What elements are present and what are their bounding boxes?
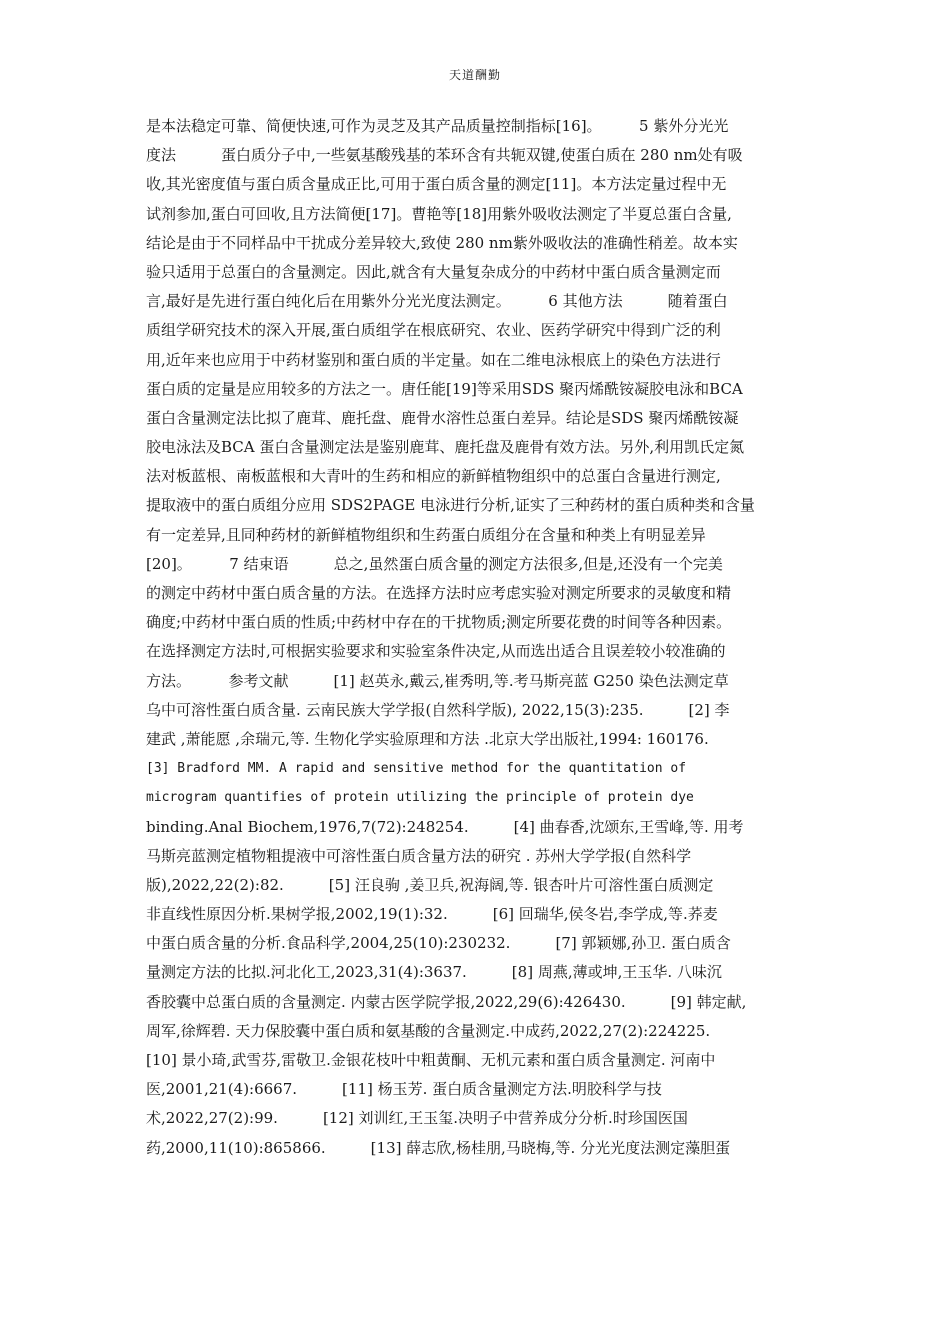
- text-line: 言,最好是先进行蛋白纯化后在用紫外分光光度法测定。 6 其他方法 随着蛋白: [146, 292, 728, 311]
- text-line: 非直线性原因分析.果树学报,2002,19(1):32. [6] 回瑞华,侯冬岩,李学成,等.荞麦: [146, 905, 718, 924]
- text-line: 蛋白含量测定法比拟了鹿茸、鹿托盘、鹿骨水溶性总蛋白差异。结论是SDS 聚丙烯酰铵凝: [146, 408, 739, 427]
- text-line: 周军,徐辉碧. 天力保胶囊中蛋白质和氨基酸的含量测定.中成药,2022,27(2):224225.: [146, 1021, 711, 1040]
- text-line: 验只适用于总蛋白的含量测定。因此,就含有大量复杂成分的中药材中蛋白质含量测定而: [146, 262, 721, 281]
- text-line: 试剂参加,蛋白可回收,且方法简便[17]。曹艳等[18]用紫外吸收法测定了半夏总蛋白含量,: [146, 204, 732, 223]
- text-line: 药,2000,11(10):865866. [13] 薛志欣,杨桂朋,马晓梅,等. 分光光度法测定藻胆蛋: [146, 1138, 731, 1157]
- text-line: [10] 景小琦,武雪芬,雷敬卫.金银花枝叶中粗黄酮、无机元素和蛋白质含量测定. 河南中: [146, 1051, 716, 1069]
- text-line: 在选择测定方法时,可根据实验要求和实验室条件决定,从而选出适合且误差较小较准确的: [146, 642, 726, 661]
- text-line: 量测定方法的比拟.河北化工,2023,31(4):3637. [8] 周燕,薄或坤,王玉华. 八味沉: [146, 963, 722, 982]
- text-line: [3] Bradford MM. A rapid and sensitive method for the quantitation of: [146, 761, 687, 777]
- text-line: 香胶囊中总蛋白质的含量测定. 内蒙古医学院学报,2022,29(6):426430. [9] 韩定献,: [146, 992, 747, 1011]
- text-line: 用,近年来也应用于中药材鉴别和蛋白质的半定量。如在二维电泳根底上的染色方法进行: [146, 350, 721, 369]
- text-line: 是本法稳定可靠、简便快速,可作为灵芝及其产品质量控制指标[16]。 5 紫外分光光: [146, 117, 729, 135]
- text-line: 有一定差异,且同种药材的新鲜植物组织和生药蛋白质组分在含量和种类上有明显差异: [146, 525, 706, 544]
- text-line: 马斯亮蓝测定植物粗提液中可溶性蛋白质含量方法的研究 . 苏州大学学报(自然科学: [146, 846, 692, 865]
- text-line: 建武 ,萧能愿 ,余瑞元,等. 生物化学实验原理和方法 .北京大学出版社,1994: 160176.: [146, 729, 709, 748]
- body-text: [146, 112, 806, 1163]
- text-line: 质组学研究技术的深入开展,蛋白质组学在根底研究、农业、医药学研究中得到广泛的利: [146, 321, 721, 340]
- text-line: 乌中可溶性蛋白质含量. 云南民族大学学报(自然科学版), 2022,15(3):235. [2] 李: [146, 700, 730, 719]
- text-line: 方法。 参考文献 [1] 赵英永,戴云,崔秀明,等.考马斯亮蓝 G250 染色法测定草: [146, 671, 729, 690]
- text-line: 医,2001,21(4):6667. [11] 杨玉芳. 蛋白质含量测定方法.明胶科学与技: [146, 1080, 662, 1099]
- text-line: 确度;中药材中蛋白质的性质;中药材中存在的干扰物质;测定所要花费的时间等各种因素。: [146, 613, 732, 632]
- text-line: 法对板蓝根、南板蓝根和大青叶的生药和相应的新鲜植物组织中的总蛋白含量进行测定,: [146, 467, 721, 486]
- text-line: 中蛋白质含量的分析.食品科学,2004,25(10):230232. [7] 郭颖娜,孙卫. 蛋白质含: [146, 934, 731, 953]
- text-line: [20]。 7 结束语 总之,虽然蛋白质含量的测定方法很多,但是,还没有一个完美: [146, 554, 723, 573]
- text-line: 度法 蛋白质分子中,一些氨基酸残基的苯环含有共轭双键,使蛋白质在 280 nm处有吸: [146, 146, 743, 165]
- text-line: 术,2022,27(2):99. [12] 刘训红,王玉玺.决明子中营养成分分析.时珍国医国: [146, 1109, 688, 1128]
- text-line: microgram quantifies of protein utilizing the principle of protein dye: [146, 790, 694, 806]
- text-line: 胶电泳法及BCA 蛋白含量测定法是鉴别鹿茸、鹿托盘及鹿骨有效方法。另外,利用凯氏定氮: [146, 438, 745, 457]
- text-line: 提取液中的蛋白质组分应用 SDS2PAGE 电泳进行分析,证实了三种药材的蛋白质种类和含量: [146, 496, 755, 515]
- text-line: 版),2022,22(2):82. [5] 汪良驹 ,姜卫兵,祝海阔,等. 银杏叶片可溶性蛋白质测定: [146, 875, 714, 894]
- page-header: 天道酬勤: [448, 68, 501, 82]
- text-line: binding.Anal Biochem,1976,7(72):248254. [4] 曲春香,沈颂东,王雪峰,等. 用考: [146, 817, 744, 836]
- text-line: 结论是由于不同样品中干扰成分差异较大,致使 280 nm紫外吸收法的准确性稍差。故本实: [146, 233, 738, 252]
- text-line: 收,其光密度值与蛋白质含量成正比,可用于蛋白质含量的测定[11]。本方法定量过程中无: [146, 175, 727, 194]
- text-line: 的测定中药材中蛋白质含量的方法。在选择方法时应考虑实验对测定所要求的灵敏度和精: [146, 584, 732, 602]
- text-line: 蛋白质的定量是应用较多的方法之一。唐任能[19]等采用SDS 聚丙烯酰铵凝胶电泳和BCA: [146, 379, 743, 398]
